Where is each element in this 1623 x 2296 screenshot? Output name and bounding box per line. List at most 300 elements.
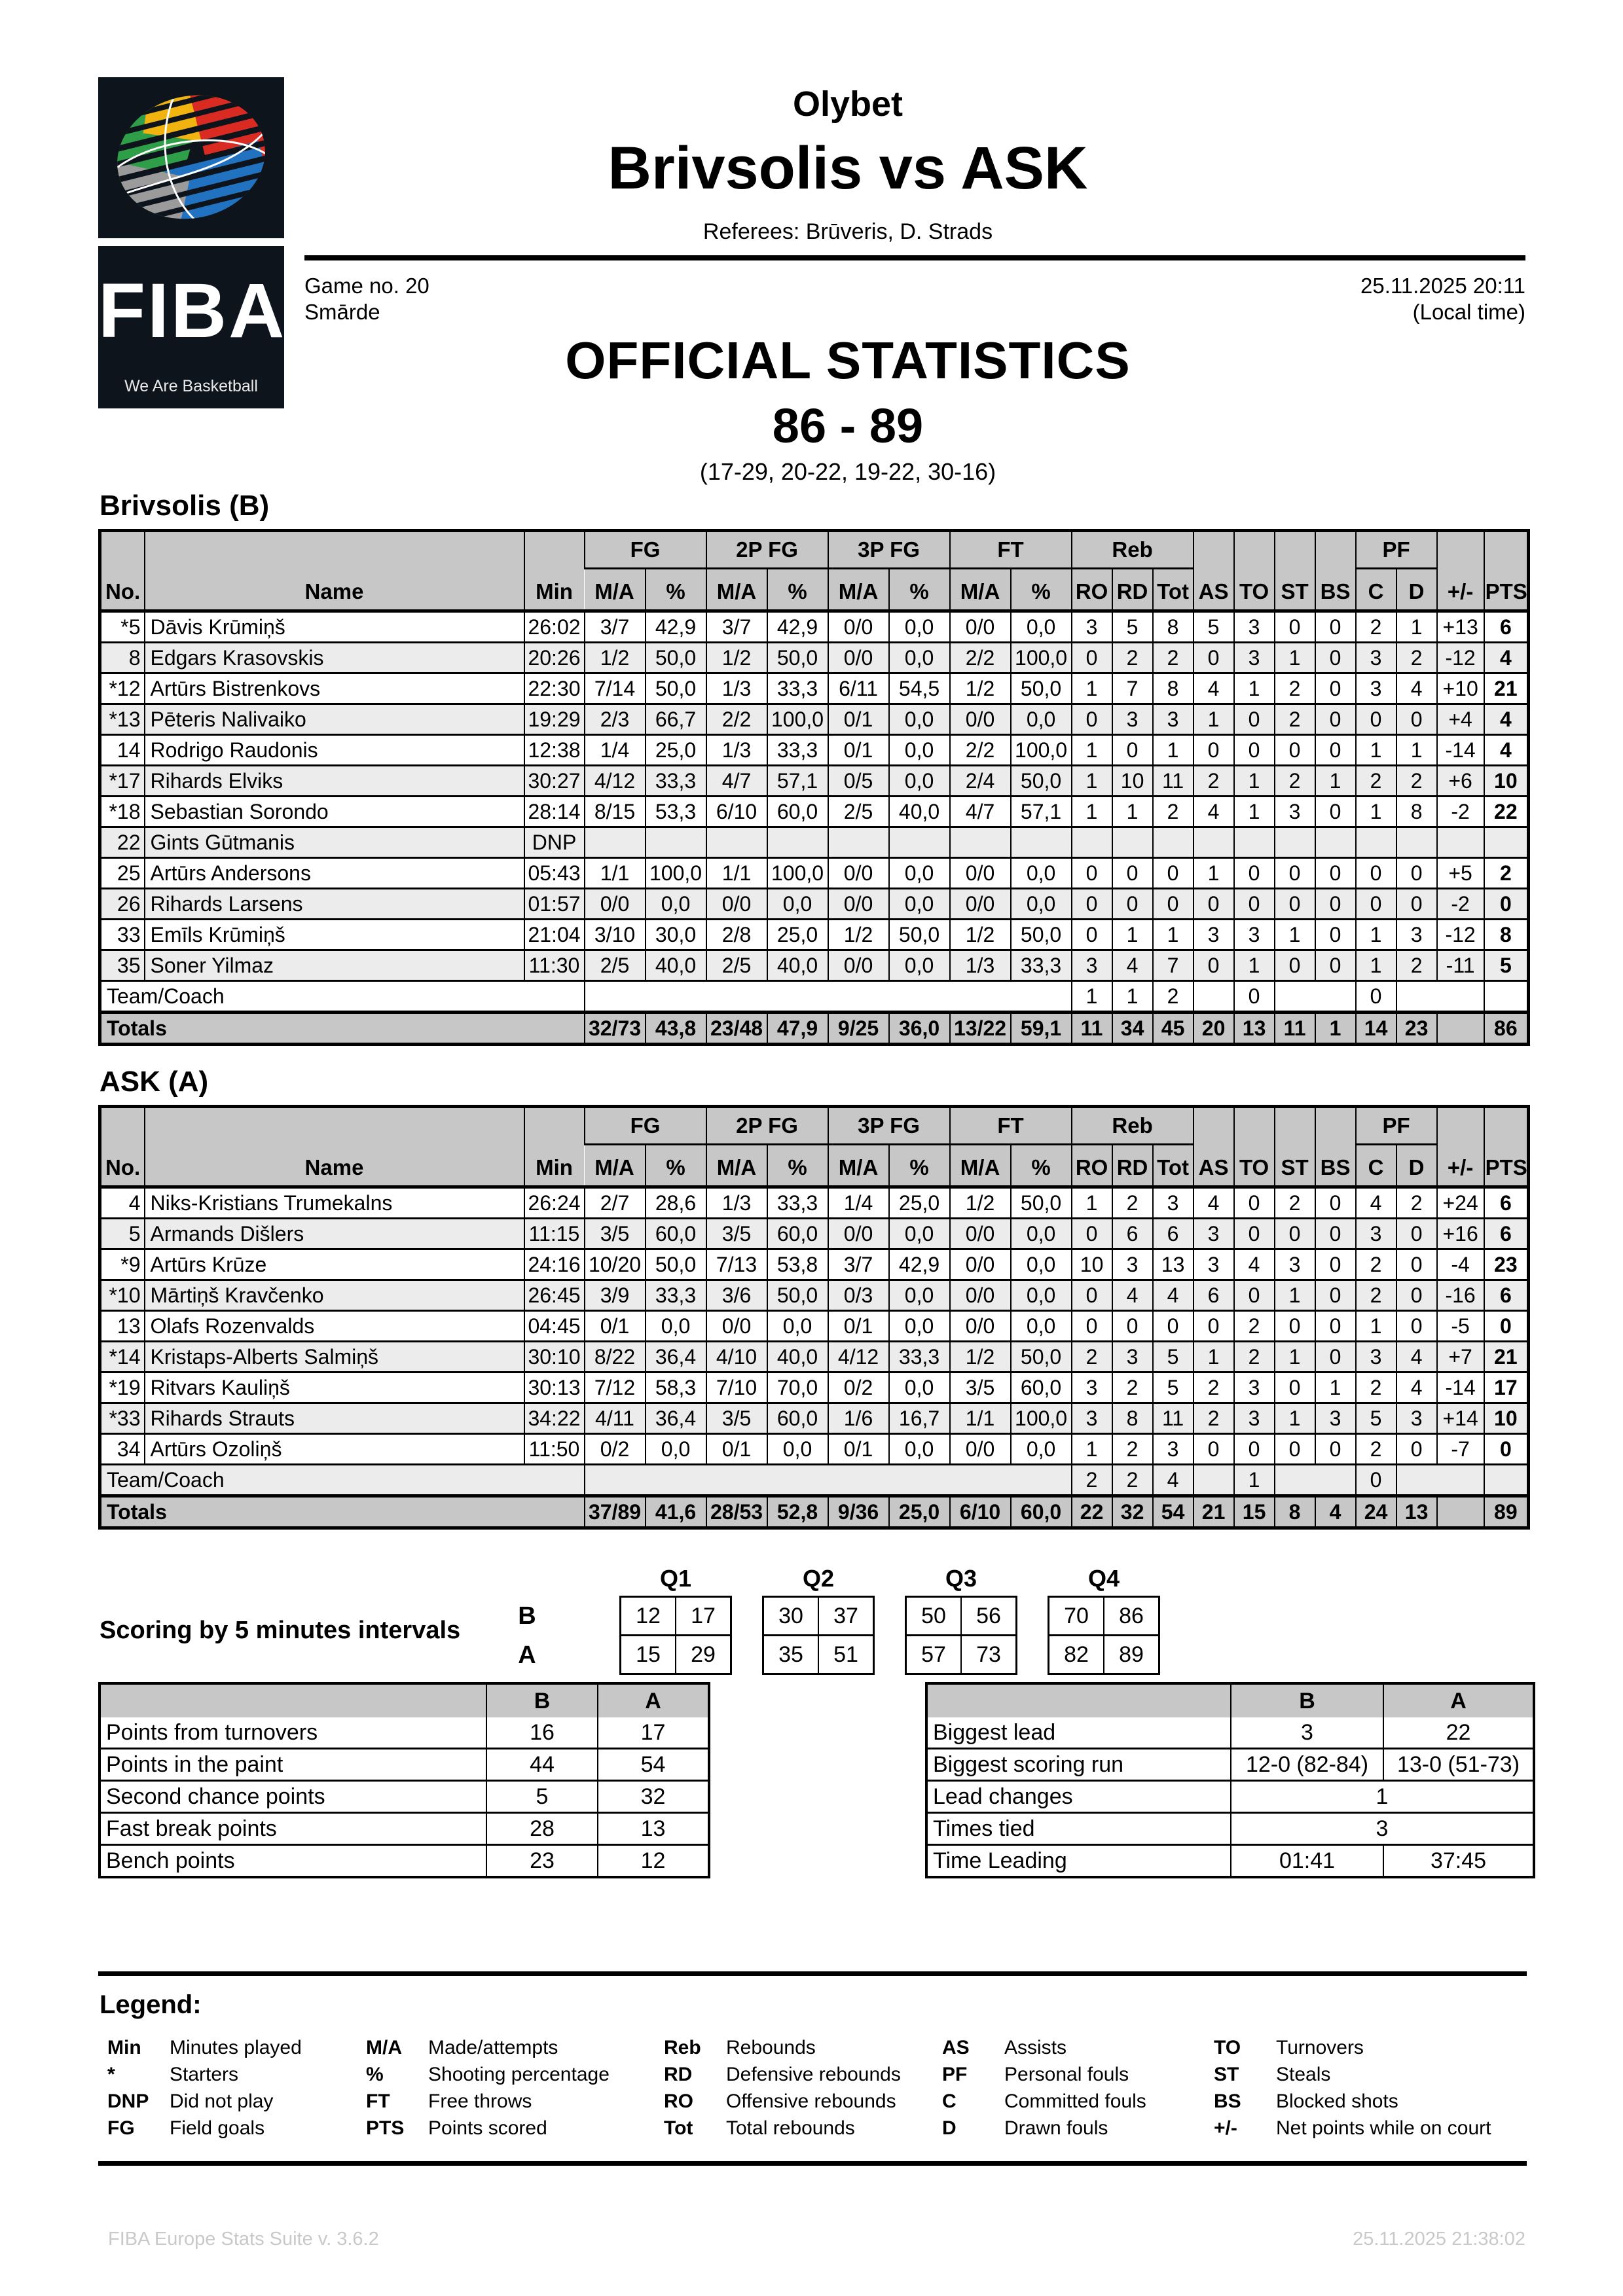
stat-cell: 0	[1234, 1434, 1275, 1465]
stat-cell: 60,0	[1011, 1372, 1072, 1403]
stat-cell: 7/12	[585, 1372, 646, 1403]
stat-cell: 6	[1484, 1187, 1529, 1219]
stat-cell	[585, 981, 1072, 1013]
col-name: Name	[145, 531, 524, 611]
stat-cell	[585, 1465, 1072, 1496]
stat-cell: 33,3	[1011, 950, 1072, 981]
legend-desc: Rebounds	[726, 2036, 816, 2058]
stat-cell: 1	[1234, 673, 1275, 704]
stat-cell: +13	[1437, 611, 1484, 643]
total-cell: 36,0	[889, 1013, 950, 1045]
legend-section	[98, 1971, 1527, 2166]
stat-cell: 2/8	[706, 920, 767, 950]
score-cell: 82	[1064, 1641, 1089, 1667]
stat-cell: 58,3	[646, 1372, 706, 1403]
total-cell: 86	[1484, 1013, 1529, 1045]
stat-cell: 2	[1112, 1372, 1153, 1403]
stat-cell: 1/4	[828, 1187, 889, 1219]
stat-cell: +14	[1437, 1403, 1484, 1434]
game-number: Game no. 20	[304, 274, 429, 298]
col-2p-ma: M/A	[706, 1145, 767, 1187]
header-divider	[304, 255, 1525, 260]
stat-cell: 0,0	[889, 1280, 950, 1311]
total-cell: 34	[1112, 1013, 1153, 1045]
legend-columns	[98, 2034, 1527, 2142]
stat-cell: 53,3	[646, 797, 706, 827]
player-name: Artūrs Andersons	[145, 858, 524, 889]
legend-desc: Minutes played	[170, 2036, 302, 2058]
stat-cell: 2/2	[706, 704, 767, 735]
stat-cell	[1194, 981, 1234, 1013]
legend-abbr: M/A	[366, 2036, 402, 2058]
team-section-brivsolis	[98, 490, 1527, 1046]
stat-cell: 3	[1275, 797, 1315, 827]
stat-cell: 13	[1153, 1249, 1194, 1280]
q2-label: Q2	[802, 1565, 835, 1592]
group-fg: FG	[585, 1107, 706, 1145]
stat-cell: 1	[1112, 797, 1153, 827]
total-cell	[1437, 1496, 1484, 1528]
q1-scores-a	[619, 1634, 732, 1675]
legend-item	[655, 2034, 933, 2061]
col-ro: RO	[1072, 1145, 1112, 1187]
value-b: 12-0 (82-84)	[1231, 1749, 1383, 1781]
stat-cell: 0,0	[767, 1311, 828, 1342]
stat-cell: 2	[1356, 1249, 1396, 1280]
team-stats-table-brivsolis	[98, 529, 1530, 1046]
score-cell: 35	[778, 1641, 803, 1667]
stat-cell	[1112, 827, 1153, 858]
stat-cell: 0,0	[1011, 1280, 1072, 1311]
row-label: Times tied	[933, 1816, 1035, 1841]
legend-item	[357, 2115, 655, 2142]
stat-cell: 28,6	[646, 1187, 706, 1219]
stat-cell: 3	[1234, 1403, 1275, 1434]
stat-cell: 1/3	[706, 735, 767, 766]
stat-cell: 0	[1484, 1434, 1529, 1465]
col-tot: Tot	[1153, 1145, 1194, 1187]
total-cell: 28/53	[706, 1496, 767, 1528]
player-row	[100, 1434, 1529, 1465]
stat-cell: 2	[1072, 1465, 1112, 1496]
stat-cell: 1	[1234, 1465, 1275, 1496]
stat-cell: 40,0	[767, 1342, 828, 1372]
stat-cell: 0	[1072, 920, 1112, 950]
score-cell: 37	[818, 1598, 873, 1634]
total-cell: 32	[1112, 1496, 1153, 1528]
col-plusminus: +/-	[1437, 1107, 1484, 1187]
stat-cell: 0	[1153, 1311, 1194, 1342]
stat-cell: 1/2	[828, 920, 889, 950]
stat-cell: 50,0	[767, 643, 828, 673]
stat-cell: 3	[1356, 673, 1396, 704]
stat-cell: 2	[1275, 1187, 1315, 1219]
stat-cell: 2	[1356, 1280, 1396, 1311]
stat-cell: 0/0	[950, 611, 1011, 643]
total-cell: 9/36	[828, 1496, 889, 1528]
empty-header-cell	[926, 1683, 1231, 1717]
stat-cell: 3	[1234, 611, 1275, 643]
stat-cell: -7	[1437, 1434, 1484, 1465]
stat-cell: 3	[1072, 611, 1112, 643]
stat-cell: 100,0	[1011, 1403, 1072, 1434]
stat-cell: 0/0	[706, 1311, 767, 1342]
row-label: Biggest scoring run	[933, 1751, 1124, 1777]
stat-cell: +7	[1437, 1342, 1484, 1372]
player-row	[100, 1311, 1529, 1342]
col-3p-pct: %	[889, 1145, 950, 1187]
stat-cell: -12	[1437, 643, 1484, 673]
score-cell: 15	[636, 1641, 661, 1667]
stat-cell: 0,0	[889, 950, 950, 981]
stat-cell: 1/3	[950, 950, 1011, 981]
table-row	[100, 1781, 709, 1813]
stat-cell: 1	[1356, 735, 1396, 766]
stat-cell: 21	[1484, 1342, 1529, 1372]
player-row	[100, 950, 1529, 981]
col-ft-pct: %	[1011, 1145, 1072, 1187]
stat-cell: -11	[1437, 950, 1484, 981]
stat-cell: 8	[1112, 1403, 1153, 1434]
stat-cell: *17	[109, 768, 141, 793]
stat-cell: 2	[1396, 1187, 1437, 1219]
value-b: 5	[486, 1781, 598, 1813]
scoring-row-a	[498, 1636, 1160, 1675]
stat-cell: +5	[1437, 858, 1484, 889]
stat-cell: 53,8	[767, 1249, 828, 1280]
stat-cell: 0,0	[889, 766, 950, 797]
stat-cell: 0	[1315, 735, 1356, 766]
col-rd: RD	[1112, 1145, 1153, 1187]
stat-cell: 60,0	[767, 1219, 828, 1249]
stat-cell: 1	[1194, 858, 1234, 889]
legend-abbr: Reb	[664, 2036, 701, 2058]
total-cell: 60,0	[1011, 1496, 1072, 1528]
stat-cell: 0/2	[585, 1434, 646, 1465]
stat-cell: 25,0	[767, 920, 828, 950]
stat-cell: 1	[1072, 1434, 1112, 1465]
stat-cell: 0/0	[585, 889, 646, 920]
stat-cell: 0/0	[828, 950, 889, 981]
stat-cell: 2	[1356, 1434, 1396, 1465]
col-d: D	[1396, 569, 1437, 611]
stat-cell: 4/7	[950, 797, 1011, 827]
stat-cell: 1	[1112, 981, 1153, 1013]
stat-cell: 11:30	[524, 950, 585, 981]
stat-cell: 30:10	[524, 1342, 585, 1372]
stat-cell: 1	[1356, 1311, 1396, 1342]
stat-cell: 0/5	[828, 766, 889, 797]
stat-cell: 0,0	[646, 889, 706, 920]
document-title: OFFICIAL STATISTICS	[565, 331, 1131, 389]
stat-cell	[1396, 827, 1437, 858]
legend-desc: Net points while on court	[1276, 2117, 1491, 2139]
col-ft-pct: %	[1011, 569, 1072, 611]
stat-cell: 10	[1072, 1249, 1112, 1280]
total-cell: 47,9	[767, 1013, 828, 1045]
stat-cell: 2	[1112, 1434, 1153, 1465]
table-row	[926, 1717, 1534, 1749]
stat-cell: 0	[1194, 889, 1234, 920]
value-shared: 3	[1231, 1813, 1534, 1845]
stat-cell: 0	[1153, 889, 1194, 920]
stat-cell: *5	[120, 615, 141, 639]
stat-cell: 0,0	[767, 1434, 828, 1465]
stat-cell: 0	[1234, 735, 1275, 766]
stat-cell: 0	[1234, 981, 1275, 1013]
stat-cell: 11	[1153, 766, 1194, 797]
stat-cell: 0	[1396, 1280, 1437, 1311]
value-a: 22	[1383, 1717, 1534, 1749]
value-a: 13-0 (51-73)	[1383, 1749, 1534, 1781]
legend-desc: Total rebounds	[726, 2117, 855, 2139]
legend-abbr: DNP	[107, 2090, 149, 2112]
stat-cell	[646, 827, 706, 858]
stat-cell	[1396, 981, 1484, 1013]
player-row	[100, 889, 1529, 920]
stat-cell: 26:45	[524, 1280, 585, 1311]
scoring-row-b	[498, 1596, 1160, 1636]
col-min: Min	[524, 531, 585, 611]
stat-cell: 0	[1315, 889, 1356, 920]
col-pts: PTS	[1484, 1107, 1529, 1187]
stat-cell: 25,0	[646, 735, 706, 766]
col-fg-pct: %	[646, 569, 706, 611]
col-3p-ma: M/A	[828, 569, 889, 611]
stat-cell: 1	[1194, 704, 1234, 735]
legend-item	[98, 2061, 357, 2088]
legend-column	[357, 2034, 655, 2142]
stat-cell: 0	[1194, 643, 1234, 673]
stat-cell: 1	[1315, 766, 1356, 797]
col-rd: RD	[1112, 569, 1153, 611]
total-cell: 52,8	[767, 1496, 828, 1528]
stat-cell: 0	[1072, 643, 1112, 673]
stat-cell: 1	[1072, 1187, 1112, 1219]
col-no: No.	[100, 531, 145, 611]
stat-cell: 42,9	[646, 611, 706, 643]
legend-abbr: RD	[664, 2063, 693, 2085]
stat-cell: 40,0	[646, 950, 706, 981]
legend-item	[933, 2115, 1205, 2142]
stat-cell: 0	[1275, 1219, 1315, 1249]
stat-cell: 1/2	[706, 643, 767, 673]
player-row	[100, 1219, 1529, 1249]
legend-desc: Turnovers	[1276, 2036, 1364, 2058]
stat-cell: 0,0	[889, 643, 950, 673]
stat-cell: 1	[1072, 735, 1112, 766]
col-2p-pct: %	[767, 569, 828, 611]
stat-cell: 34	[117, 1437, 141, 1461]
value-b: 16	[486, 1717, 598, 1749]
stat-cell: 0/0	[706, 889, 767, 920]
player-row	[100, 704, 1529, 735]
stat-cell: 30:27	[524, 766, 585, 797]
stat-cell: 0/1	[706, 1434, 767, 1465]
col-min: Min	[524, 1107, 585, 1187]
stat-cell: 42,9	[767, 611, 828, 643]
stat-cell: 0	[1315, 1219, 1356, 1249]
stat-cell: 1/2	[950, 920, 1011, 950]
stat-cell: 0	[1315, 673, 1356, 704]
player-name: Artūrs Bistrenkovs	[145, 673, 524, 704]
stat-cell: 36,4	[646, 1403, 706, 1434]
legend-abbr: *	[107, 2063, 115, 2085]
group-fg: FG	[585, 531, 706, 569]
stat-cell: 1	[1356, 920, 1396, 950]
total-cell: 45	[1153, 1013, 1194, 1045]
player-name: Pēteris Nalivaiko	[145, 704, 524, 735]
local-time-note: (Local time)	[1412, 300, 1525, 324]
stat-cell: 2	[1234, 1342, 1275, 1372]
legend-title: Legend:	[100, 1990, 202, 2019]
stat-cell: 1/1	[706, 858, 767, 889]
group-2pfg: 2P FG	[706, 1107, 828, 1145]
player-name: Soner Yilmaz	[145, 950, 524, 981]
stat-cell: 3	[1356, 1342, 1396, 1372]
legend-abbr: FT	[366, 2090, 390, 2112]
stat-cell: 2	[1112, 1465, 1153, 1496]
stat-cell	[706, 827, 767, 858]
legend-item	[655, 2088, 933, 2115]
stat-cell: 1	[1072, 673, 1112, 704]
stat-cell: 8/15	[585, 797, 646, 827]
legend-abbr: FG	[107, 2117, 135, 2139]
stat-cell: 33,3	[767, 673, 828, 704]
stat-cell: 0	[1275, 1434, 1315, 1465]
stat-cell: 2	[1153, 797, 1194, 827]
stat-cell: 0/0	[950, 858, 1011, 889]
stat-cell: 0,0	[1011, 1219, 1072, 1249]
stat-cell: 0	[1396, 889, 1437, 920]
stat-cell: 0	[1315, 858, 1356, 889]
stat-cell: 23	[1484, 1249, 1529, 1280]
stat-cell: 0/0	[828, 889, 889, 920]
stat-cell: 1	[1356, 797, 1396, 827]
stat-cell: -4	[1437, 1249, 1484, 1280]
stat-cell	[1072, 827, 1112, 858]
stats-table-header	[100, 531, 1529, 611]
stat-cell: 1	[1234, 950, 1275, 981]
stat-cell: 8	[1153, 611, 1194, 643]
stat-cell: 0	[1356, 981, 1396, 1013]
stat-cell: 33	[117, 922, 141, 946]
col-as: AS	[1194, 531, 1234, 611]
stat-cell: 0	[1396, 704, 1437, 735]
score-cell: 50	[921, 1603, 946, 1628]
stat-cell: 4	[1112, 950, 1153, 981]
stat-cell: 6	[1484, 1219, 1529, 1249]
stat-cell: 0,0	[889, 1372, 950, 1403]
stat-cell: 1	[1396, 735, 1437, 766]
stat-cell: 0	[1396, 858, 1437, 889]
stat-cell: 0,0	[889, 735, 950, 766]
stat-cell: 24:16	[524, 1249, 585, 1280]
value-a: 54	[598, 1749, 709, 1781]
stat-cell: 1/1	[950, 1403, 1011, 1434]
q1-label: Q1	[659, 1565, 692, 1592]
value-a: 13	[598, 1813, 709, 1845]
total-cell: 4	[1315, 1496, 1356, 1528]
value-b: 01:41	[1231, 1845, 1383, 1878]
stat-cell: 3	[1356, 643, 1396, 673]
table-row	[100, 1717, 709, 1749]
referees-line: Referees: Brūveris, D. Strads	[702, 219, 993, 244]
player-row	[100, 766, 1529, 797]
total-cell: 20	[1194, 1013, 1234, 1045]
value-a: 17	[598, 1717, 709, 1749]
stat-cell: 2	[1275, 704, 1315, 735]
stat-cell: 0	[1315, 1280, 1356, 1311]
stat-cell: 3	[1153, 704, 1194, 735]
stat-cell: 2/2	[950, 643, 1011, 673]
stat-cell: 7/14	[585, 673, 646, 704]
legend-desc: Assists	[1004, 2036, 1067, 2058]
stat-cell: 3/6	[706, 1280, 767, 1311]
score-cell: 30	[778, 1603, 803, 1628]
q3-label: Q3	[945, 1565, 977, 1592]
q4-scores-b	[1048, 1596, 1160, 1636]
stat-cell: 0	[1275, 889, 1315, 920]
player-row	[100, 735, 1529, 766]
total-cell: 15	[1234, 1496, 1275, 1528]
stat-cell	[1484, 827, 1529, 858]
stat-cell: 0,0	[889, 858, 950, 889]
stat-cell: 4	[1396, 1372, 1437, 1403]
legend-desc: Starters	[170, 2063, 239, 2085]
stat-cell: *12	[109, 676, 141, 700]
row-label: Time Leading	[933, 1848, 1067, 1873]
legend-desc: Blocked shots	[1276, 2090, 1398, 2112]
table-row	[100, 1813, 709, 1845]
stat-cell: 0,0	[889, 704, 950, 735]
stat-cell: 0,0	[889, 889, 950, 920]
stat-cell: 0	[1194, 735, 1234, 766]
team-coach-row	[100, 1465, 1529, 1496]
stat-cell: 6	[1112, 1219, 1153, 1249]
player-name: Rihards Strauts	[145, 1403, 524, 1434]
stat-cell: 8	[1484, 920, 1529, 950]
stat-cell: 0,0	[767, 889, 828, 920]
stat-cell: 28:14	[524, 797, 585, 827]
stats-table-header	[100, 1107, 1529, 1187]
stat-cell: 0	[1275, 1372, 1315, 1403]
stat-cell: 5	[1484, 950, 1529, 981]
stat-cell	[889, 827, 950, 858]
stat-cell: 1	[1153, 920, 1194, 950]
legend-item	[357, 2088, 655, 2115]
player-name: Dāvis Krūmiņš	[145, 611, 524, 643]
stat-cell: 50,0	[1011, 920, 1072, 950]
stat-cell: 33,3	[646, 766, 706, 797]
q3-scores-a	[905, 1634, 1017, 1675]
player-name: Armands Dišlers	[145, 1219, 524, 1249]
stat-cell: 10	[1112, 766, 1153, 797]
legend-desc: Points scored	[428, 2117, 547, 2139]
player-row	[100, 1280, 1529, 1311]
stat-cell: 4	[1484, 735, 1529, 766]
total-cell: 23/48	[706, 1013, 767, 1045]
stat-cell: 66,7	[646, 704, 706, 735]
stat-cell: 3/9	[585, 1280, 646, 1311]
stat-cell: 0/1	[828, 735, 889, 766]
total-cell: 13	[1234, 1013, 1275, 1045]
stat-cell: 1	[1275, 1280, 1315, 1311]
stat-cell: 3	[1315, 1403, 1356, 1434]
stat-cell: 4	[1234, 1249, 1275, 1280]
stat-cell: 21:04	[524, 920, 585, 950]
team-coach-label: Team/Coach	[107, 984, 225, 1008]
